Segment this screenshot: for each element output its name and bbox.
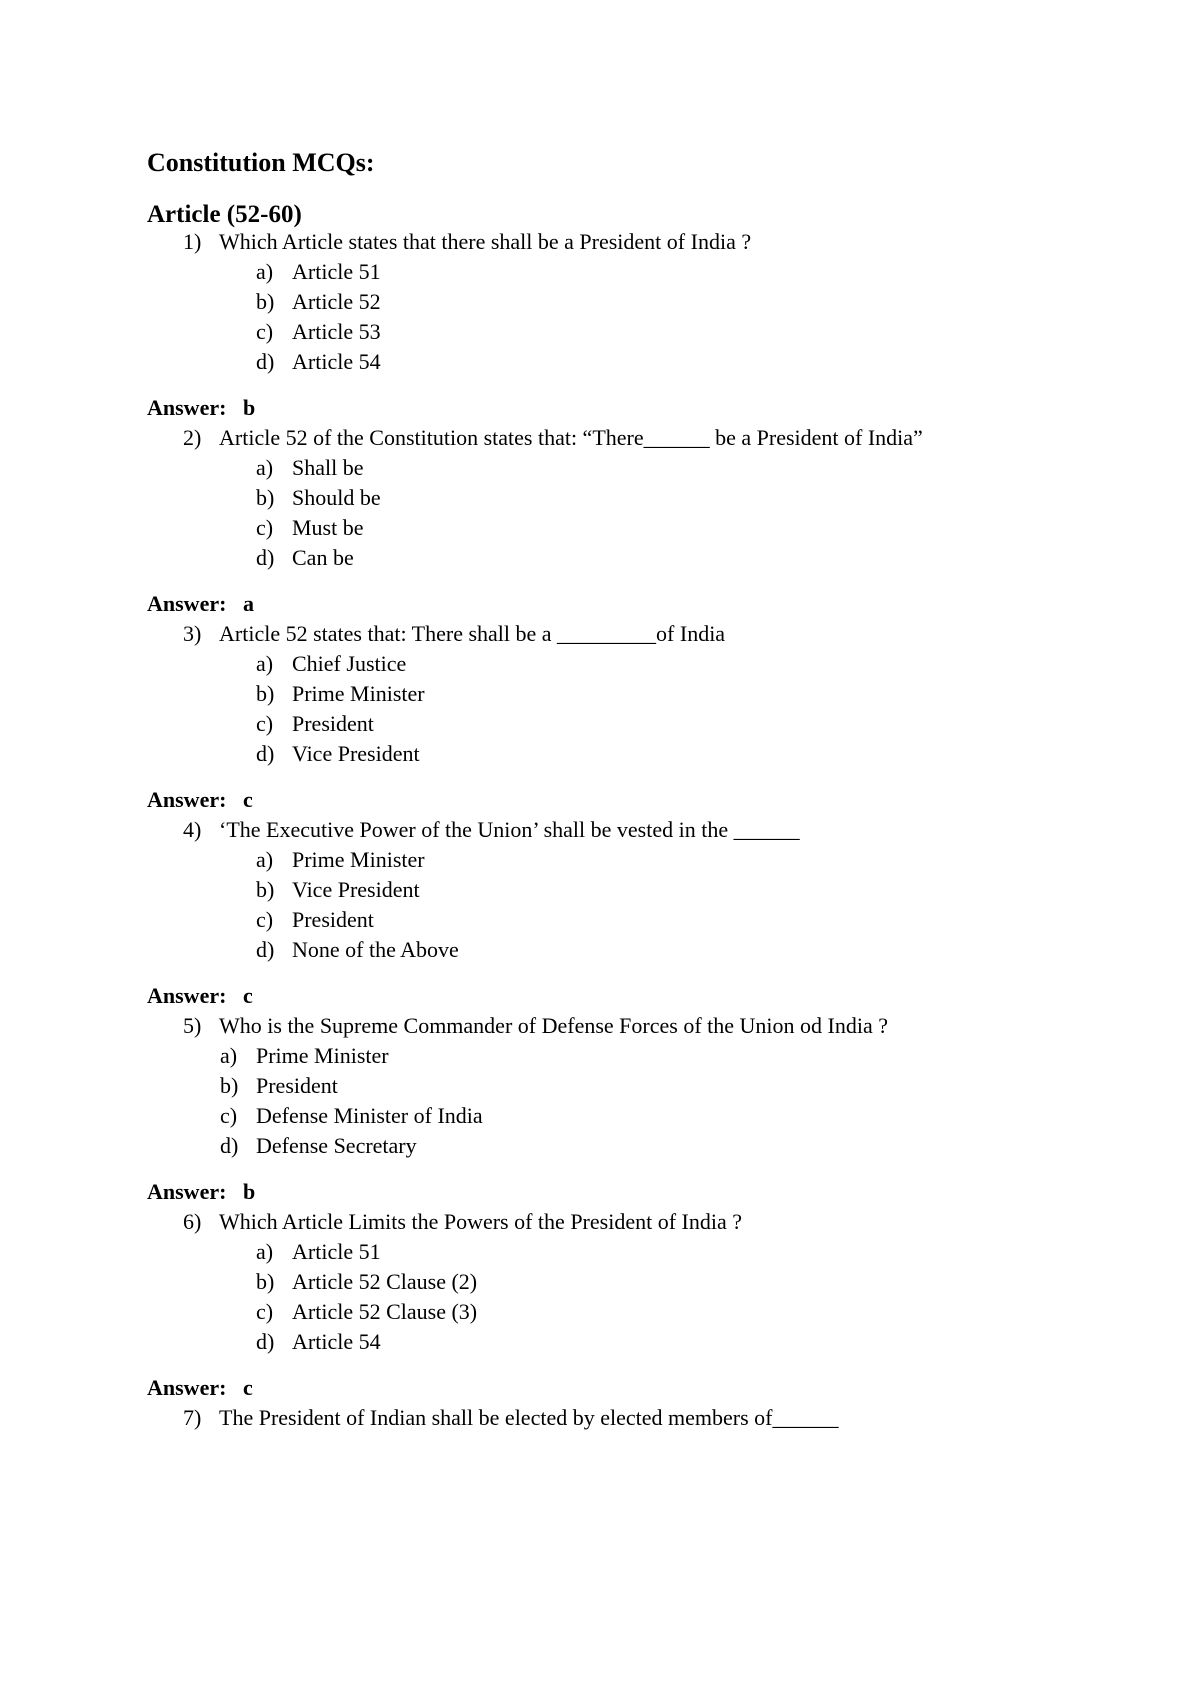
question-7 (0, 1403, 1200, 1433)
option-c (0, 905, 1200, 935)
answer-label: Answer: (147, 787, 227, 812)
option-a (0, 845, 1200, 875)
question-text: Which Article states that there shall be a President of India ? (219, 229, 752, 254)
question-text: Who is the Supreme Commander of Defense Forces of the Union od India ? (219, 1013, 888, 1038)
question-number: 3) (183, 621, 202, 646)
option-b (0, 483, 1200, 513)
answer-label: Answer: (147, 1375, 227, 1400)
question-number: 1) (183, 229, 202, 254)
option-b (0, 679, 1200, 709)
option-letter: d) (256, 349, 275, 374)
option-a (0, 1041, 1200, 1071)
option-text: Prime Minister (292, 681, 425, 706)
question-text: The President of Indian shall be elected by elected members of______ (219, 1405, 839, 1430)
option-text: Chief Justice (292, 651, 407, 676)
question-1 (0, 227, 1200, 423)
option-letter: b) (220, 1073, 239, 1098)
option-text: Should be (292, 485, 381, 510)
answer-line (0, 393, 1200, 423)
option-letter: d) (256, 1329, 275, 1354)
option-letter: b) (256, 681, 275, 706)
question-3 (0, 619, 1200, 815)
option-letter: c) (256, 515, 274, 540)
option-letter: a) (256, 259, 274, 284)
option-a (0, 649, 1200, 679)
question-text: ‘The Executive Power of the Union’ shall be vested in the ______ (219, 817, 800, 842)
option-text: Article 51 (292, 259, 381, 284)
option-text: Defense Minister of India (256, 1103, 483, 1128)
option-text: Article 54 (292, 1329, 381, 1354)
option-d (0, 739, 1200, 769)
option-letter: b) (256, 1269, 275, 1294)
question-number: 7) (183, 1405, 202, 1430)
question-number: 2) (183, 425, 202, 450)
document-title: Constitution MCQs: (147, 148, 375, 177)
option-letter: b) (256, 485, 275, 510)
option-letter: b) (256, 289, 275, 314)
option-text: President (256, 1073, 338, 1098)
question-number: 5) (183, 1013, 202, 1038)
question-line (0, 619, 1200, 649)
question-line (0, 1011, 1200, 1041)
option-d (0, 935, 1200, 965)
question-text: Which Article Limits the Powers of the President of India ? (219, 1209, 742, 1234)
option-letter: d) (256, 741, 275, 766)
option-letter: c) (256, 711, 274, 736)
answer-line (0, 981, 1200, 1011)
question-number: 4) (183, 817, 202, 842)
option-text: President (292, 711, 374, 736)
option-d (0, 1131, 1200, 1161)
option-letter: a) (220, 1043, 238, 1068)
question-line (0, 815, 1200, 845)
answer-value: a (243, 591, 254, 616)
option-b (0, 287, 1200, 317)
option-letter: d) (220, 1133, 239, 1158)
option-letter: c) (220, 1103, 238, 1128)
option-c (0, 1101, 1200, 1131)
option-text: Prime Minister (292, 847, 425, 872)
option-d (0, 543, 1200, 573)
option-letter: a) (256, 455, 274, 480)
question-text: Article 52 states that: There shall be a _________of India (219, 621, 726, 646)
answer-value: c (243, 983, 253, 1008)
document-subtitle: Article (52-60) (147, 201, 302, 228)
option-c (0, 709, 1200, 739)
question-text: Article 52 of the Constitution states that: “There______ be a President of India” (219, 425, 923, 450)
option-letter: a) (256, 847, 274, 872)
question-line (0, 1403, 1200, 1433)
option-d (0, 347, 1200, 377)
option-text: Can be (292, 545, 354, 570)
question-6 (0, 1207, 1200, 1403)
answer-label: Answer: (147, 1179, 227, 1204)
option-letter: c) (256, 1299, 274, 1324)
option-text: Article 52 (292, 289, 381, 314)
option-text: Article 54 (292, 349, 381, 374)
option-text: Article 52 Clause (2) (292, 1269, 478, 1294)
question-5 (0, 1011, 1200, 1207)
option-c (0, 513, 1200, 543)
answer-label: Answer: (147, 395, 227, 420)
option-text: Article 53 (292, 319, 381, 344)
answer-value: c (243, 1375, 253, 1400)
option-d (0, 1327, 1200, 1357)
option-c (0, 317, 1200, 347)
question-number: 6) (183, 1209, 202, 1234)
answer-value: b (243, 395, 256, 420)
option-letter: b) (256, 877, 275, 902)
option-letter: a) (256, 651, 274, 676)
answer-label: Answer: (147, 591, 227, 616)
option-text: None of the Above (292, 937, 459, 962)
option-text: President (292, 907, 374, 932)
option-b (0, 1267, 1200, 1297)
answer-line (0, 785, 1200, 815)
option-letter: a) (256, 1239, 274, 1264)
option-text: Article 51 (292, 1239, 381, 1264)
option-letter: d) (256, 937, 275, 962)
answer-line (0, 1373, 1200, 1403)
option-text: Prime Minister (256, 1043, 389, 1068)
option-letter: d) (256, 545, 275, 570)
option-text: Defense Secretary (256, 1133, 417, 1158)
answer-line (0, 589, 1200, 619)
option-text: Vice President (292, 741, 420, 766)
option-text: Shall be (292, 455, 364, 480)
answer-line (0, 1177, 1200, 1207)
option-text: Vice President (292, 877, 420, 902)
option-text: Must be (292, 515, 364, 540)
question-2 (0, 423, 1200, 619)
question-line (0, 423, 1200, 453)
answer-label: Answer: (147, 983, 227, 1008)
option-c (0, 1297, 1200, 1327)
option-letter: c) (256, 319, 274, 344)
question-4 (0, 815, 1200, 1011)
option-letter: c) (256, 907, 274, 932)
option-b (0, 1071, 1200, 1101)
answer-value: b (243, 1179, 256, 1204)
question-line (0, 227, 1200, 257)
option-text: Article 52 Clause (3) (292, 1299, 478, 1324)
option-a (0, 453, 1200, 483)
option-a (0, 1237, 1200, 1267)
option-b (0, 875, 1200, 905)
answer-value: c (243, 787, 253, 812)
option-a (0, 257, 1200, 287)
question-line (0, 1207, 1200, 1237)
